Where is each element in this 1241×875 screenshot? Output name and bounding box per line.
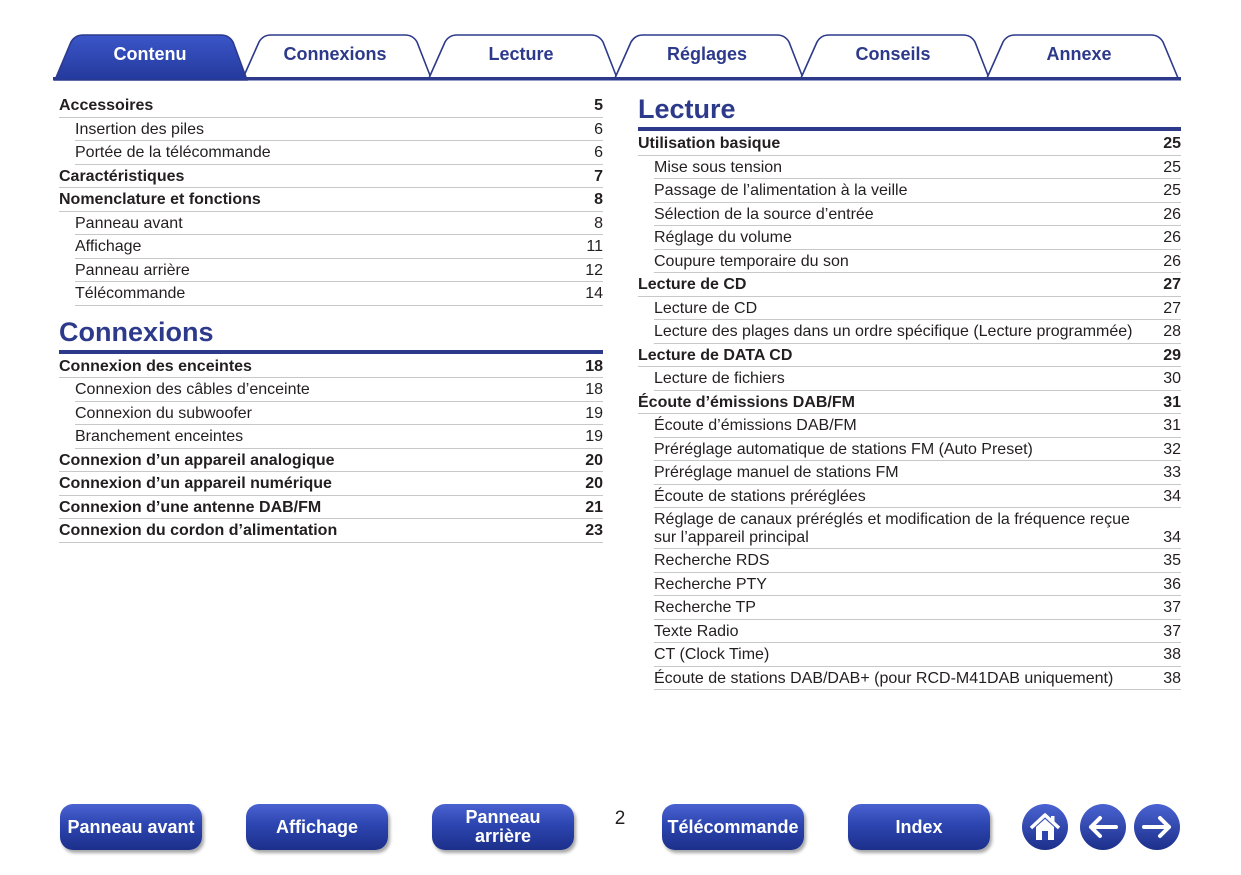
toc-entry[interactable]	[654, 549, 1181, 573]
toc-entry-page: 27	[1163, 276, 1181, 293]
toc-entry[interactable]	[59, 519, 603, 543]
toc-entry-page: 19	[585, 428, 603, 445]
section-title-lecture: Lecture	[638, 94, 1181, 131]
toc-entry-page: 20	[585, 475, 603, 492]
toc-entry-title: CT (Clock Time)	[654, 646, 770, 663]
toc-entry-title: Lecture des plages dans un ordre spécifique (Lecture programmée)	[654, 323, 1133, 340]
toc-entry-page: 8	[594, 214, 603, 232]
toc-entry-title: Panneau arrière	[75, 261, 190, 279]
toc-left-column	[59, 94, 603, 543]
toc-lecture-list	[638, 132, 1181, 690]
toc-right-column	[638, 94, 1181, 690]
toc-entry[interactable]	[654, 508, 1181, 549]
toc-entry[interactable]	[638, 273, 1181, 297]
toc-entry-title: Connexion des enceintes	[59, 357, 252, 375]
toc-entry-page: 26	[1163, 229, 1181, 246]
toc-entry[interactable]	[75, 212, 603, 236]
toc-entry-title: Passage de l’alimentation à la veille	[654, 182, 908, 199]
toc-entry-page: 33	[1163, 464, 1181, 481]
toc-entry-page: 25	[1163, 182, 1181, 199]
toc-entry-title: Connexion du subwoofer	[75, 404, 253, 422]
toc-entry-title: Connexion d’une antenne DAB/FM	[59, 498, 322, 516]
toc-entry-page: 7	[594, 167, 603, 185]
toc-entry-page: 34	[1163, 528, 1181, 546]
toc-entry-title: Sélection de la source d’entrée	[654, 205, 874, 223]
toc-entry[interactable]	[654, 414, 1181, 438]
toc-entry-title: Lecture de CD	[638, 276, 747, 293]
toc-entry-title: Écoute de stations préréglées	[654, 487, 866, 505]
toc-entry[interactable]	[654, 203, 1181, 227]
toc-entry[interactable]	[654, 461, 1181, 485]
toc-entry-page: 26	[1163, 205, 1181, 223]
toc-entry-title: Préréglage manuel de stations FM	[654, 464, 899, 481]
toc-entry-page: 29	[1163, 346, 1181, 364]
toc-entry-page: 26	[1163, 252, 1181, 270]
toc-entry[interactable]	[75, 378, 603, 402]
toc-entry[interactable]	[654, 438, 1181, 462]
toc-entry-title: Coupure temporaire du son	[654, 252, 849, 270]
toc-entry[interactable]	[654, 156, 1181, 180]
toc-entry[interactable]	[59, 449, 603, 473]
toc-entry-page: 25	[1163, 158, 1181, 176]
toc-entry[interactable]	[638, 344, 1181, 368]
tab-lecture[interactable]: Lecture	[488, 44, 554, 64]
toc-entry[interactable]	[654, 367, 1181, 391]
toc-entry[interactable]	[638, 132, 1181, 156]
toc-entry-title: Réglage de canaux préréglés et modification de la fréquence reçue sur l’appareil principal	[654, 511, 1130, 546]
toc-entry[interactable]	[654, 596, 1181, 620]
toc-entry[interactable]	[654, 643, 1181, 667]
toc-entry[interactable]	[59, 188, 603, 212]
toc-entry-page: 21	[585, 498, 603, 516]
toc-entry-page: 18	[585, 381, 603, 398]
toc-entry[interactable]	[75, 141, 603, 165]
toc-entry-page: 23	[585, 522, 603, 539]
toc-entry-title: Écoute d’émissions DAB/FM	[638, 393, 855, 411]
toc-entry-title: Écoute de stations DAB/DAB+ (pour RCD-M41DAB uniquement)	[654, 669, 1114, 687]
toc-entry-title: Écoute d’émissions DAB/FM	[654, 417, 857, 434]
toc-entry-page: 37	[1163, 599, 1181, 616]
section-title-connexions: Connexions	[59, 317, 603, 354]
arrow-left-icon	[1079, 803, 1127, 851]
toc-entry[interactable]	[59, 94, 603, 118]
toc-entry-title: Connexion d’un appareil analogique	[59, 451, 335, 469]
toc-entry-title: Lecture de fichiers	[654, 370, 785, 387]
toc-entry-title: Portée de la télécommande	[75, 144, 271, 161]
affichage-button[interactable]: Affichage	[246, 804, 388, 850]
toc-entry-page: 19	[585, 404, 603, 422]
toc-entry-title: Mise sous tension	[654, 158, 783, 176]
tab-annexe[interactable]: Annexe	[1046, 44, 1112, 64]
toc-entry-title: Connexion du cordon d’alimentation	[59, 522, 338, 539]
toc-entry-page: 27	[1163, 299, 1181, 317]
toc-entry[interactable]	[654, 179, 1181, 203]
telecommande-button[interactable]: Télécommande	[662, 804, 804, 850]
toc-entry-page: 5	[594, 97, 603, 114]
toc-entry-title: Préréglage automatique de stations FM (Auto Preset)	[654, 440, 1033, 458]
toc-entry-title: Panneau avant	[75, 214, 183, 232]
toc-entry-page: 12	[585, 261, 603, 279]
toc-entry[interactable]	[59, 165, 603, 189]
toc-entry[interactable]	[654, 573, 1181, 597]
toc-entry-page: 38	[1163, 669, 1181, 687]
toc-entry-page: 6	[594, 120, 603, 138]
toc-entry-page: 38	[1163, 646, 1181, 663]
toc-entry-title: Accessoires	[59, 97, 154, 114]
toc-entry-page: 35	[1163, 552, 1181, 569]
toc-entry-title: Télécommande	[75, 285, 186, 302]
toc-entry-title: Réglage du volume	[654, 229, 792, 246]
toc-entry[interactable]	[654, 320, 1181, 344]
index-button[interactable]: Index	[848, 804, 990, 850]
home-icon	[1021, 803, 1069, 851]
toc-entry[interactable]	[75, 259, 603, 283]
toc-entry[interactable]	[75, 402, 603, 426]
toc-entry[interactable]	[59, 496, 603, 520]
tab-connexions[interactable]: Connexions	[283, 44, 387, 64]
toc-entry[interactable]	[59, 355, 603, 379]
forward-button[interactable]	[1133, 803, 1181, 851]
toc-entry-page: 14	[585, 285, 603, 302]
toc-entry-page: 6	[594, 144, 603, 161]
toc-entry[interactable]	[654, 667, 1181, 691]
toc-entry-page: 32	[1163, 440, 1181, 458]
toc-entry[interactable]	[654, 485, 1181, 509]
toc-entry-page: 18	[585, 357, 603, 375]
panneau-avant-button[interactable]: Panneau avant	[60, 804, 202, 850]
toc-entry-title: Caractéristiques	[59, 167, 185, 185]
toc-entry[interactable]	[654, 250, 1181, 274]
toc-entry[interactable]	[59, 472, 603, 496]
panneau-arriere-button[interactable]: Panneau arrière	[432, 804, 574, 850]
toc-entry-page: 31	[1163, 393, 1181, 411]
toc-entry[interactable]	[75, 425, 603, 449]
back-button[interactable]	[1079, 803, 1127, 851]
toc-entry[interactable]	[654, 297, 1181, 321]
toc-entry-title: Lecture de DATA CD	[638, 346, 793, 364]
toc-entry-page: 37	[1163, 622, 1181, 640]
toc-entry-page: 28	[1163, 323, 1181, 340]
toc-entry-page: 25	[1163, 135, 1181, 152]
toc-entry-title: Branchement enceintes	[75, 428, 244, 445]
toc-entry-page: 31	[1163, 417, 1181, 434]
toc-entry[interactable]	[654, 226, 1181, 250]
toc-intro-list	[59, 94, 603, 306]
toc-entry-page: 30	[1163, 370, 1181, 387]
toc-entry[interactable]	[638, 391, 1181, 415]
toc-entry[interactable]	[75, 282, 603, 306]
toc-entry-title: Insertion des piles	[75, 120, 204, 138]
toc-entry-title: Connexion d’un appareil numérique	[59, 475, 332, 492]
toc-connexions-list	[59, 355, 603, 543]
toc-entry-title: Recherche PTY	[654, 575, 767, 593]
toc-entry[interactable]	[75, 235, 603, 259]
toc-entry-page: 8	[594, 191, 603, 208]
toc-entry-title: Nomenclature et fonctions	[59, 191, 261, 208]
toc-entry-page: 36	[1163, 575, 1181, 593]
toc-entry-page: 20	[585, 451, 603, 469]
toc-entry-title: Utilisation basique	[638, 135, 781, 152]
toc-entry[interactable]	[75, 118, 603, 142]
arrow-right-icon	[1133, 803, 1181, 851]
page-number: 2	[614, 808, 626, 829]
toc-entry-title: Lecture de CD	[654, 299, 758, 317]
toc-entry-title: Recherche RDS	[654, 552, 770, 569]
tab-contenu[interactable]: Contenu	[113, 44, 187, 64]
toc-entry-title: Affichage	[75, 238, 142, 255]
toc-entry[interactable]	[654, 620, 1181, 644]
toc-entry-page: 34	[1163, 487, 1181, 505]
toc-entry-title: Recherche TP	[654, 599, 756, 616]
toc-entry-page: 11	[586, 238, 603, 255]
tab-reglages[interactable]: Réglages	[666, 44, 748, 64]
toc-entry-title: Texte Radio	[654, 622, 739, 640]
toc-entry-title: Connexion des câbles d’enceinte	[75, 381, 310, 398]
tab-conseils[interactable]: Conseils	[855, 44, 931, 64]
home-button[interactable]	[1021, 803, 1069, 851]
